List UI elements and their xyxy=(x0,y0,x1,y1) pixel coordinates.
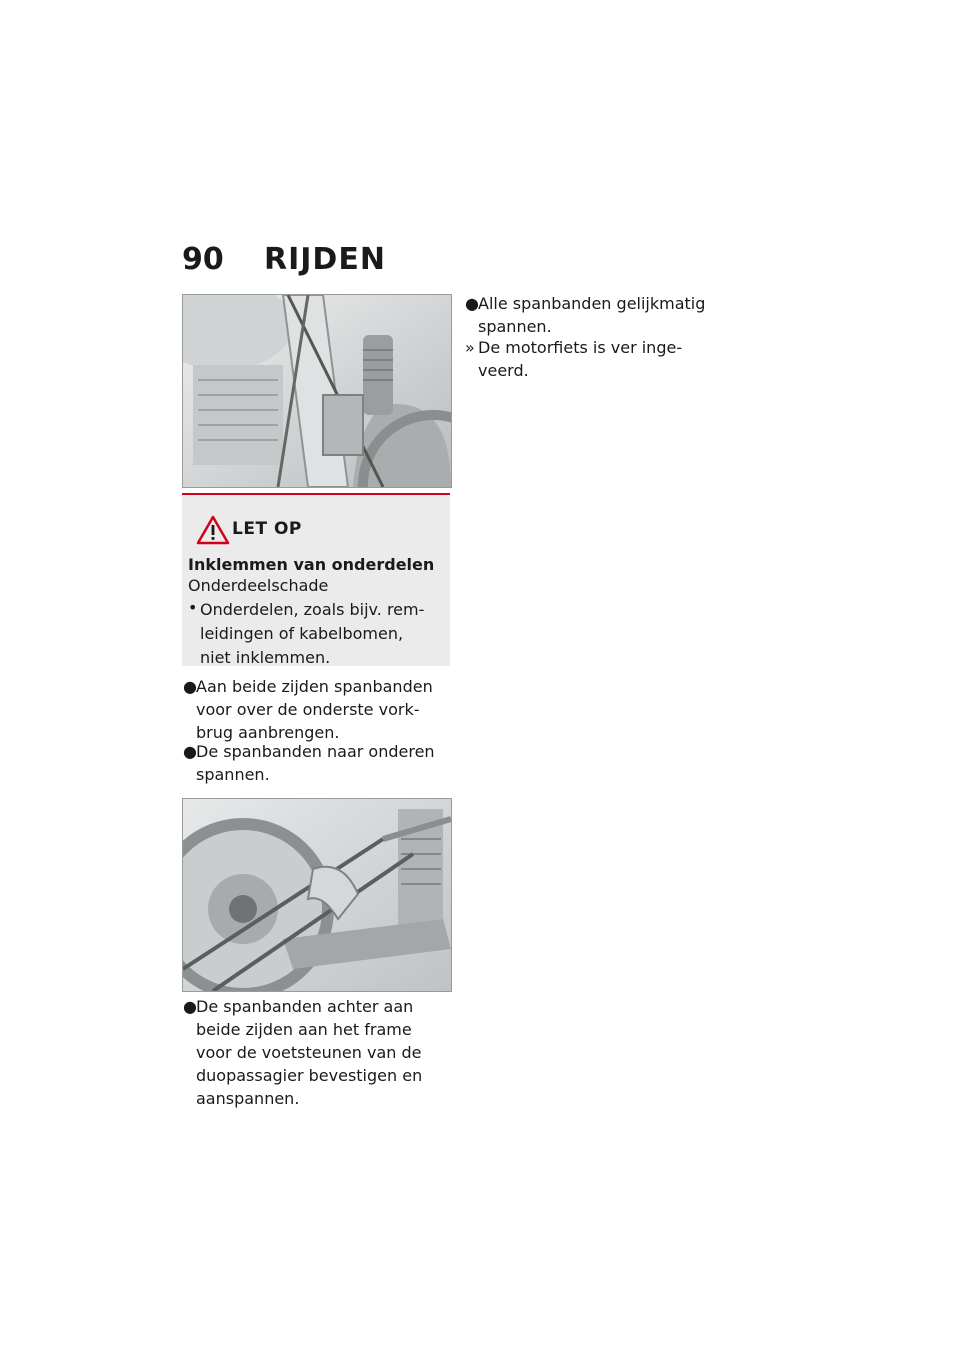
rear-frame-straps-image xyxy=(182,798,452,992)
front-fork-straps-image xyxy=(182,294,452,488)
chapter-title: RIJDEN xyxy=(264,242,386,277)
result-arrow: » xyxy=(465,338,475,357)
bullet-dot: ● xyxy=(183,742,197,761)
warning-triangle-icon xyxy=(196,515,230,545)
notice-subtitle: Onderdeelschade xyxy=(188,576,329,595)
bullet-dot: ● xyxy=(183,677,197,696)
bullet-dot: ● xyxy=(183,997,197,1016)
notice-title: Inklemmen van onderdelen xyxy=(188,555,435,574)
bullet-dot: ● xyxy=(465,294,479,313)
notice-bullet-dot: • xyxy=(188,598,198,617)
warning-notice xyxy=(182,493,450,666)
notice-label: LET OP xyxy=(232,519,302,539)
notice-bullet-text: Onderdelen, zoals bijv. rem- leidingen of kabelbomen, niet inklemmen. xyxy=(200,600,425,667)
page-number: 90 xyxy=(182,242,224,277)
